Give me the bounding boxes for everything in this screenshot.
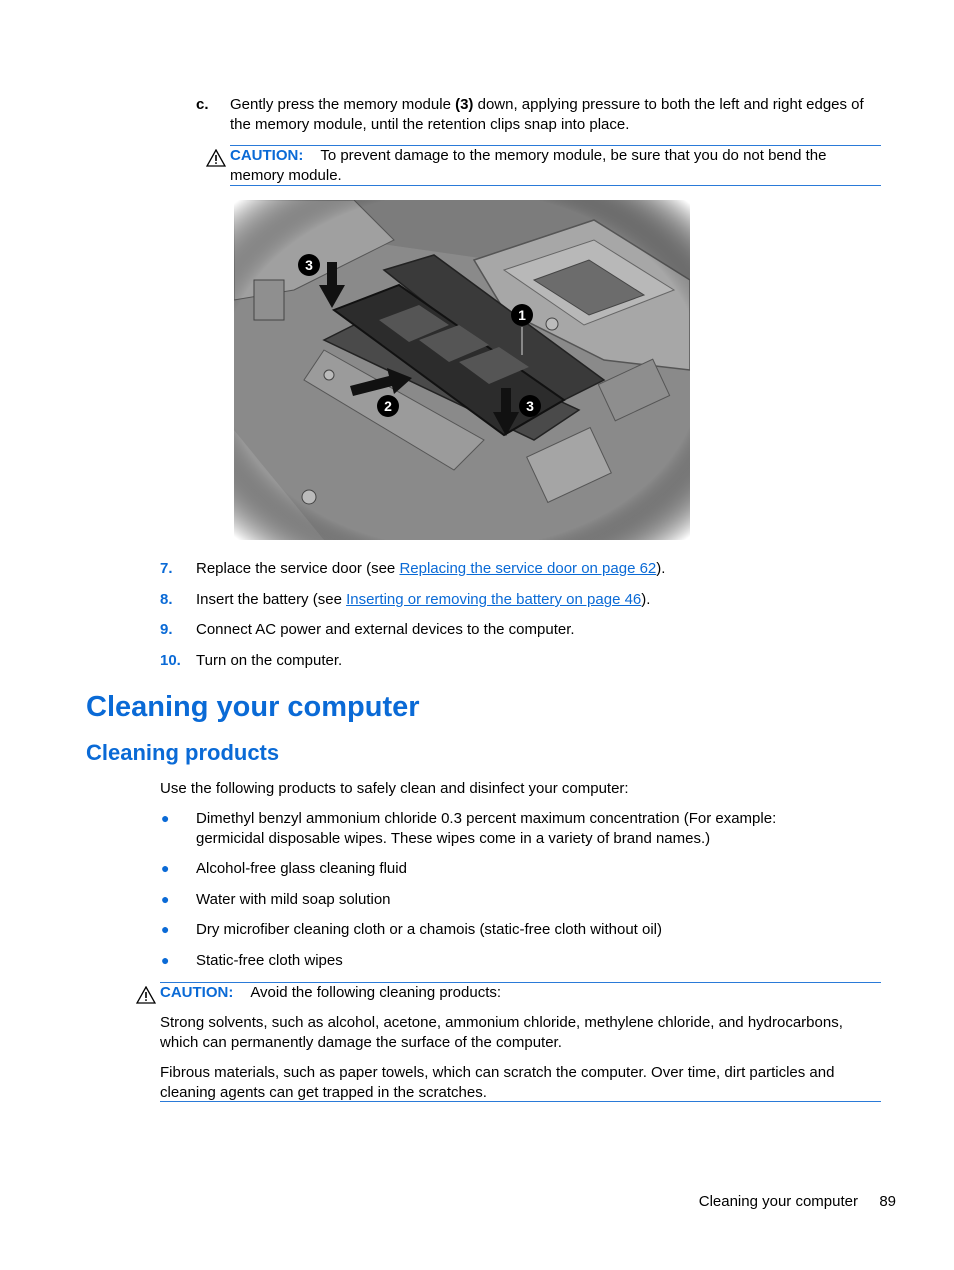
step-text: Replace the service door (see Replacing the service door on page 62). — [196, 560, 666, 577]
callout-2: 2 — [377, 395, 399, 417]
caution-text: CAUTION: To prevent damage to the memory module, be sure that you do not bend the memory module. — [230, 147, 827, 184]
section-title: Cleaning your computer — [86, 691, 420, 723]
step-number: 8. — [160, 591, 173, 608]
page-number: 89 — [879, 1193, 896, 1210]
inserting-battery-link[interactable]: Inserting or removing the battery on page 46 — [346, 591, 642, 608]
bullet-icon: ● — [161, 952, 170, 968]
step-number: 7. — [160, 560, 173, 577]
caution-box-cleaning — [160, 982, 881, 1102]
memory-module-illustration — [234, 200, 690, 540]
bullet-icon: ● — [161, 810, 170, 826]
caution-paragraph-fibrous: Fibrous materials, such as paper towels, which can scratch the computer. Over time, dirt particles and cleaning agents can get trapped in the scratches. — [160, 1064, 835, 1101]
footer — [600, 1192, 896, 1212]
callout-3-top: 3 — [298, 254, 320, 276]
callout-1: 1 — [511, 304, 533, 326]
step-text: Insert the battery (see Inserting or removing the battery on page 46). — [196, 591, 651, 608]
caution-box-memory — [230, 145, 881, 186]
caution-label: CAUTION: — [230, 147, 304, 164]
bullet-icon: ● — [161, 860, 170, 876]
intro-text: Use the following products to safely clean and disinfect your computer: — [160, 780, 629, 797]
step-number: 10. — [160, 652, 181, 669]
step-marker: c. — [196, 96, 209, 113]
subsection-title: Cleaning products — [86, 740, 280, 765]
caution-label: CAUTION: — [160, 984, 234, 1001]
bullet-icon: ● — [161, 891, 170, 907]
warning-triangle-icon — [206, 149, 226, 167]
footer-section: Cleaning your computer — [698, 1193, 858, 1210]
bullet-icon: ● — [161, 921, 170, 937]
step-text: Connect AC power and external devices to the computer. — [196, 621, 575, 638]
step-number: 9. — [160, 621, 173, 638]
replacing-service-door-link[interactable]: Replacing the service door on page 62 — [399, 560, 657, 577]
bullet-list: ● Dimethyl benzyl ammonium chloride 0.3 percent maximum concentration (For example: germicidal disposable wipes. These wipes come in a variety of brand names.) ● Alcohol-free glass cleaning fluid ● Water with mild soap solution ● Dry microfiber cleaning cloth or a chamois (static-free cloth without oil) ● Static-free cloth wipes — [161, 810, 777, 969]
caution-heading: CAUTION: Avoid the following cleaning products: — [160, 984, 502, 1001]
step-text: Turn on the computer. — [196, 652, 343, 669]
callout-3-bottom: 3 — [519, 395, 541, 417]
caution-paragraph-solvents: Strong solvents, such as alcohol, acetone, ammonium chloride, methylene chloride, and hydrocarbons, which can permanently damage the surface of the computer. — [160, 1014, 843, 1051]
step-c-text: Gently press the memory module (3) down, applying pressure to both the left and right edges of the memory module, until the retention clips snap into place. — [230, 96, 864, 133]
illustration-svg — [234, 200, 690, 540]
warning-triangle-icon — [136, 986, 156, 1004]
